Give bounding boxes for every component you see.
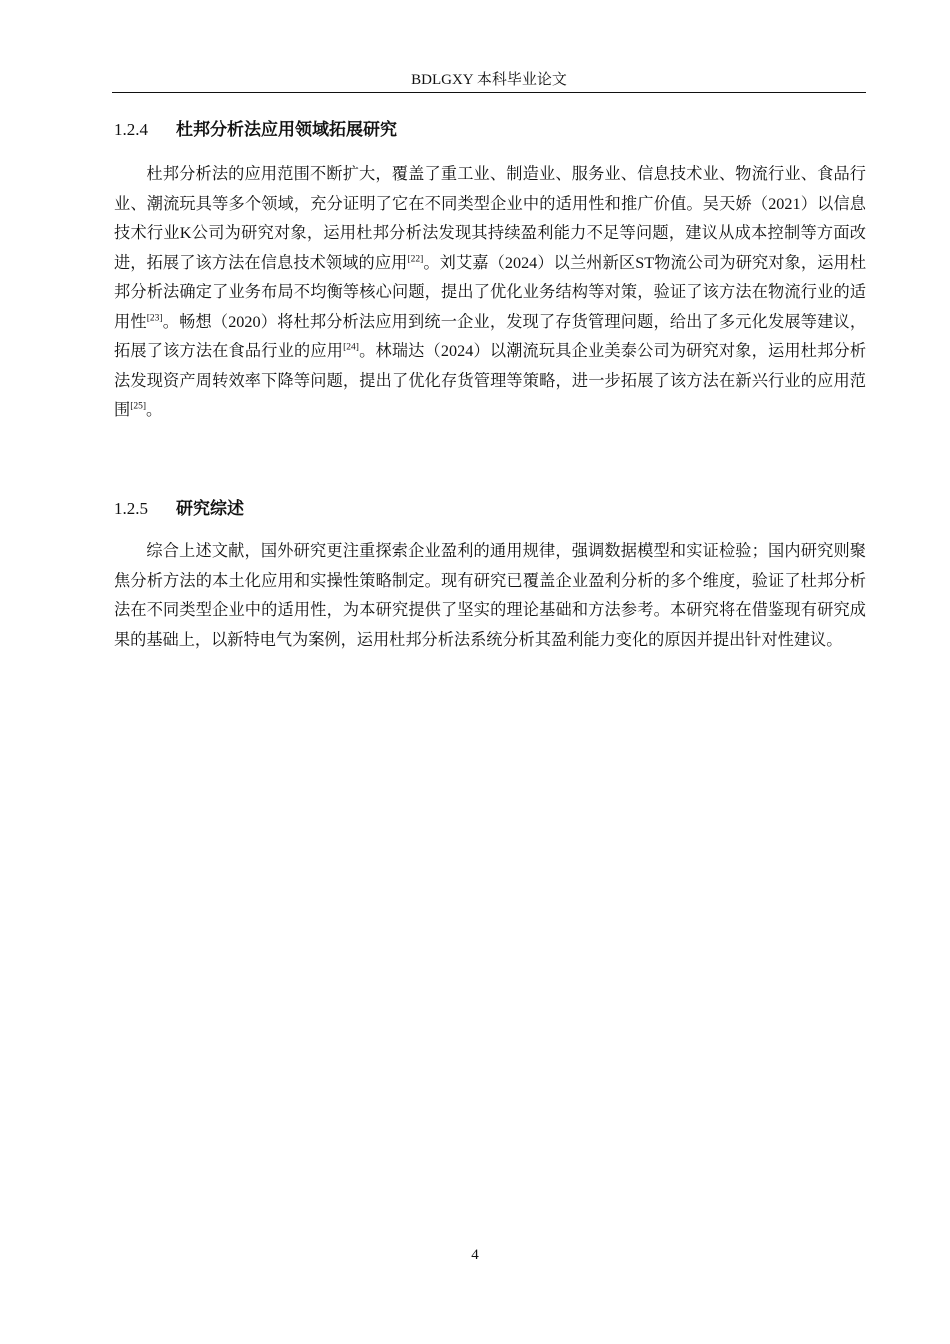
paragraph-text: 杜邦分析法的应用范围不断扩大，覆盖了重工业、制造业、服务业、信息技术业、物流行业、食品行业、潮流玩具等多个领域，充分证明了它在不同类型企业中的适用性和推广价值。吴天娇（2021）以信息技术行业K公司为研究对象，运用杜邦分析法发现其持续盈利能力不足等问题，建议从成本控制等方面改进，拓展了该方法在信息技术领域的应用 xyxy=(114,165,866,272)
paragraph-text: 。 xyxy=(146,401,163,419)
section-heading-1-2-4 xyxy=(114,119,397,141)
paragraph-text: 。刘艾嘉（2024）以兰州新区ST物流公司为研究对象，运用杜邦分析法确定了业务布局不均衡等核心问题，提出了优化业务结构等对策，验证了该方法在物流行业的适用性 xyxy=(114,253,867,331)
paragraph-dupont-application-fields xyxy=(114,160,866,426)
section-number: 1.2.5 xyxy=(114,499,148,518)
running-header: BDLGXY 本科毕业论文 xyxy=(411,72,567,88)
header-rule xyxy=(112,92,866,93)
section-title: 杜邦分析法应用领域拓展研究 xyxy=(176,120,397,140)
citation-24: [24] xyxy=(343,342,359,353)
citation-23: [23] xyxy=(146,313,163,324)
citation-22: [22] xyxy=(407,254,424,265)
section-heading-1-2-5 xyxy=(114,498,244,520)
paragraph-text: 。林瑞达（2024）以潮流玩具企业美泰公司为研究对象，运用杜邦分析法发现资产周转效率下降等问题，提出了优化存货管理等策略，进一步拓展了该方法在新兴行业的应用范围 xyxy=(114,342,867,419)
page-number: 4 xyxy=(471,1247,479,1263)
section-number: 1.2.4 xyxy=(114,120,148,139)
paragraph-text: 综合上述文献，国外研究更注重探索企业盈利的通用规律，强调数据模型和实证检验；国内研究则聚焦分析方法的本土化应用和实操性策略制定。现有研究已覆盖企业盈利分析的多个维度，验证了杜邦分析法在不同类型企业中的适用性，为本研究提供了坚实的理论基础和方法参考。本研究将在借鉴现有研究成果的基础上，以新特电气为案例，运用杜邦分析法系统分析其盈利能力变化的原因并提出针对性建议。 xyxy=(114,542,866,649)
section-title: 研究综述 xyxy=(176,499,244,519)
paragraph-research-summary xyxy=(114,537,866,655)
paragraph-text: 。畅想（2020）将杜邦分析法应用到统一企业，发现了存货管理问题，给出了多元化发展等建议，拓展了该方法在食品行业的应用 xyxy=(114,312,867,360)
citation-25: [25] xyxy=(130,401,147,412)
